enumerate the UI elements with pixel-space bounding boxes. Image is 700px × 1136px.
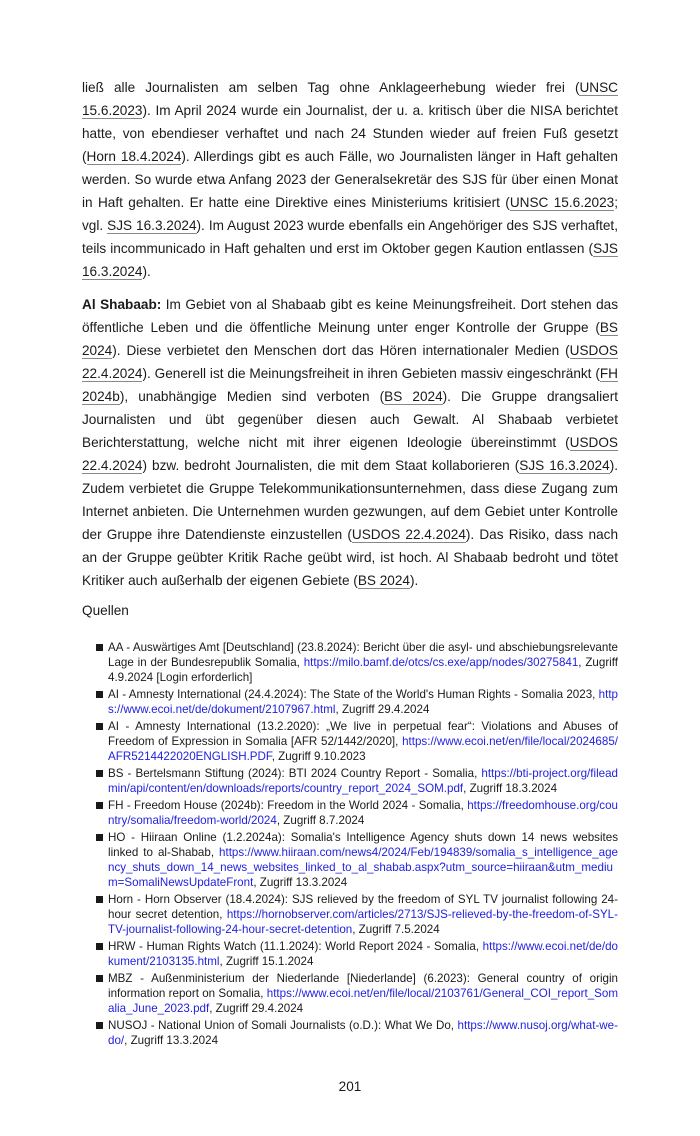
bullet-icon xyxy=(96,943,103,950)
reference-access-date: , Zugriff 9.10.2023 xyxy=(271,750,366,763)
reference-text: AA - Auswärtiges Amt [Deutschland] (23.8.2024): Bericht über die asyl- und abschiebungsrelevante Lage in der Bundesrepublik Somalia, xyxy=(108,641,618,669)
reference-access-date: , Zugriff 8.7.2024 xyxy=(276,814,365,827)
reference-url-link[interactable]: https://www.ecoi.net/de/dokument/2107967.html xyxy=(108,688,618,716)
text-run: ließ alle Journalisten am selben Tag ohne Anklageerhebung wieder frei ( xyxy=(82,80,580,95)
reference-url-link[interactable]: https://milo.bamf.de/otcs/cs.exe/app/nodes/30275841 xyxy=(303,656,579,669)
text-run: ). xyxy=(409,573,419,588)
text-run: ). Zudem verbietet die Gruppe Telekommunikationsunternehmen, dass diese Zugang zum Internet anbieten. Die Unternehmen wurden gezwungen, auf dem Gebiet unter Kontrolle der Gruppe ihre Datendienste einzustellen ( xyxy=(82,458,618,542)
page-number: 201 xyxy=(338,1079,362,1094)
reference-url-link[interactable]: https://bti-project.org/fileadmin/api/content/en/downloads/reports/country_report_2024_SOM.pdf xyxy=(108,767,618,795)
reference-item xyxy=(96,766,618,796)
bullet-icon xyxy=(96,723,103,730)
citation-link[interactable]: UNSC 15.6.2023 xyxy=(509,195,615,210)
reference-text: NUSOJ - National Union of Somali Journalists (o.D.): What We Do, xyxy=(108,1019,458,1032)
reference-text: HRW - Human Rights Watch (11.1.2024): World Report 2024 - Somalia, xyxy=(108,940,483,953)
body-text xyxy=(82,76,618,592)
text-run: ) bzw. bedroht Journalisten, die mit dem Staat kollaborieren ( xyxy=(142,458,520,473)
bullet-icon xyxy=(96,770,103,777)
citation-link[interactable]: SJS 16.3.2024 xyxy=(107,218,197,233)
reference-access-date: , Zugriff 4.9.2024 [Login erforderlich] xyxy=(108,656,618,684)
section-label: Al Shabaab: xyxy=(82,297,162,312)
reference-text: Horn - Horn Observer (18.4.2024): SJS relieved by the freedom of SYL TV journalist following 24-hour secret detention, xyxy=(108,893,618,921)
bullet-icon xyxy=(96,834,103,841)
reference-text: MBZ - Außenministerium der Niederlande [Niederlande] (6.2023): General country of origin information report on Somalia, xyxy=(108,972,618,1000)
citation-link[interactable]: UNSC 15.6.2023 xyxy=(82,80,618,118)
reference-item xyxy=(96,687,618,717)
bullet-icon xyxy=(96,644,103,651)
text-run: ). Die Gruppe drangsaliert Journalisten und übt gegenüber diesen auch Gewalt. Al Shabaab verbietet Berichterstattung, welche nicht mit ihrer eigenen Ideologie übereinstimmt ( xyxy=(82,389,619,450)
reference-access-date: , Zugriff 29.4.2024 xyxy=(209,1002,304,1015)
page-content xyxy=(82,0,618,1048)
reference-url-link[interactable]: https://www.hiiraan.com/news4/2024/Feb/194839/somalia_s_intelligence_agency_shuts_down_14_news_websites_linked_to_al_shabab.aspx?utm_source=hiiraan&utm_medium=SomaliNewsUpdateFront xyxy=(108,846,618,889)
sources-heading: Quellen xyxy=(82,603,129,618)
reference-item xyxy=(96,640,618,685)
citation-link[interactable]: BS 2024 xyxy=(357,573,410,588)
reference-item xyxy=(96,971,618,1016)
paragraph xyxy=(82,76,618,283)
reference-item xyxy=(96,939,618,969)
citation-link[interactable]: BS 2024 xyxy=(82,320,618,358)
citation-link[interactable]: USDOS 22.4.2024 xyxy=(82,435,618,473)
reference-url-link[interactable]: https://www.nusoj.org/what-we-do/ xyxy=(108,1019,618,1047)
reference-url-link[interactable]: https://www.ecoi.net/en/file/local/2024685/AFR5214422020ENGLISH.PDF xyxy=(108,735,618,763)
reference-access-date: , Zugriff 18.3.2024 xyxy=(463,782,558,795)
reference-access-date: , Zugriff 13.3.2024 xyxy=(253,876,348,889)
reference-access-date: , Zugriff 7.5.2024 xyxy=(352,923,440,936)
text-run: ). Das Risiko, dass nach an der Gruppe geübter Kritik Rache geübt wird, ist hoch. Al Shabaab bedroht und tötet Kritiker auch außerhalb der eigenen Gebiete ( xyxy=(82,527,618,588)
reference-access-date: , Zugriff 15.1.2024 xyxy=(219,955,314,968)
text-run: Im Gebiet von al Shabaab gibt es keine Meinungsfreiheit. Dort stehen das öffentliche Leben und die öffentliche Meinung unter enger Kontrolle der Gruppe ( xyxy=(82,297,618,335)
text-run: ). Im April 2024 wurde ein Journalist, der u. a. kritisch über die NISA berichtet hatte, von ebendieser verhaftet und nach 24 Stunden wieder auf freien Fuß gesetzt ( xyxy=(82,103,618,164)
reference-text: FH - Freedom House (2024b): Freedom in the World 2024 - Somalia, xyxy=(108,799,468,812)
reference-item xyxy=(96,892,618,937)
citation-link[interactable]: BS 2024 xyxy=(384,389,443,404)
citation-link[interactable]: FH 2024b xyxy=(82,366,618,404)
reference-url-link[interactable]: https://hornobserver.com/articles/2713/SJS-relieved-by-the-freedom-of-SYL-TV-journalist-following-24-hour-secret-detention xyxy=(108,908,618,936)
reference-item xyxy=(96,1018,618,1048)
text-run: ). Allerdings gibt es auch Fälle, wo Journalisten länger in Haft gehalten werden. So wurde etwa Anfang 2023 der Generalsekretär des SJS für über einen Monat in Haft gehalten. Er hatte eine Direktive eines Ministeriums kritisiert ( xyxy=(82,149,618,210)
text-run: ). Diese verbietet den Menschen dort das Hören internationaler Medien ( xyxy=(112,343,570,358)
bullet-icon xyxy=(96,1022,103,1029)
reference-list xyxy=(82,640,618,1048)
citation-link[interactable]: SJS 16.3.2024 xyxy=(519,458,610,473)
text-run: ). Im August 2023 wurde ebenfalls ein Angehöriger des SJS verhaftet, teils incommunicado in Haft gehalten und erst im Oktober gegen Kaution entlassen ( xyxy=(82,218,618,256)
reference-url-link[interactable]: https://www.ecoi.net/de/dokument/2103135.html xyxy=(108,940,618,968)
reference-item xyxy=(96,830,618,890)
citation-link[interactable]: Horn 18.4.2024 xyxy=(86,149,182,164)
bullet-icon xyxy=(96,975,103,982)
text-run: ). Generell ist die Meinungsfreiheit in ihren Gebieten massiv eingeschränkt ( xyxy=(142,366,600,381)
reference-url-link[interactable]: https://freedomhouse.org/country/somalia/freedom-world/2024 xyxy=(108,799,618,827)
reference-item xyxy=(96,719,618,764)
reference-text: AI - Amnesty International (24.4.2024): The State of the World's Human Rights - Somalia 2023, xyxy=(108,688,599,701)
citation-link[interactable]: SJS 16.3.2024 xyxy=(82,241,618,279)
reference-text: AI - Amnesty International (13.2.2020): „We live in perpetual fear“: Violations and Abuses of Freedom of Expression in Somalia [AFR 52/1442/2020], xyxy=(108,720,618,748)
text-run: ), unabhängige Medien sind verboten ( xyxy=(119,389,385,404)
citation-link[interactable]: USDOS 22.4.2024 xyxy=(82,343,618,381)
bullet-icon xyxy=(96,691,103,698)
reference-url-link[interactable]: https://www.ecoi.net/en/file/local/2103761/General_COI_report_Somalia_June_2023.pdf xyxy=(108,987,618,1015)
text-run: ). xyxy=(142,264,151,279)
bullet-icon xyxy=(96,802,103,809)
citation-link[interactable]: USDOS 22.4.2024 xyxy=(351,527,466,542)
paragraph xyxy=(82,293,618,592)
bullet-icon xyxy=(96,896,103,903)
reference-access-date: , Zugriff 13.3.2024 xyxy=(124,1034,219,1047)
text-run: ; vgl. xyxy=(82,195,618,233)
reference-item xyxy=(96,798,618,828)
reference-text: BS - Bertelsmann Stiftung (2024): BTI 2024 Country Report - Somalia, xyxy=(108,767,482,780)
reference-text: HO - Hiiraan Online (1.2.2024a): Somalia's Intelligence Agency shuts down 14 news websites linked to al-Shabab, xyxy=(108,831,618,859)
reference-access-date: , Zugriff 29.4.2024 xyxy=(335,703,430,716)
